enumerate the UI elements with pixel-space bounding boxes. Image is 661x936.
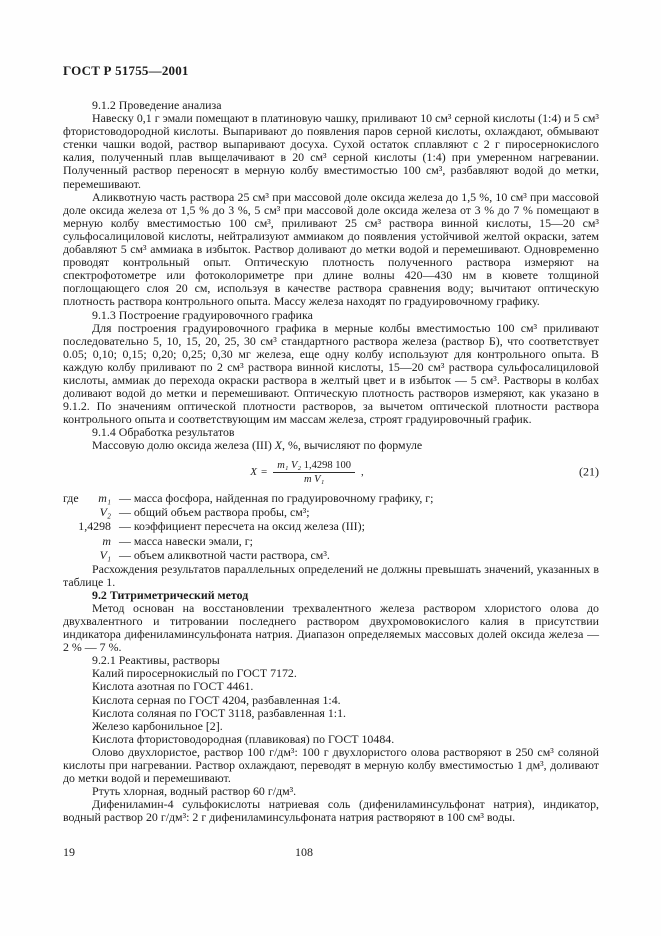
section-title-912: 9.1.2 Проведение анализа	[92, 98, 222, 112]
standard-number: ГОСТ Р 51755—2001	[63, 63, 189, 78]
where-prefix: где	[63, 490, 79, 505]
section-title-92: 9.2 Титриметрический метод	[92, 587, 249, 602]
formula-intro-tail: , %, вычисляют по формуле	[282, 438, 423, 453]
formula-intro-text: Массовую долю оксида железа (III)	[92, 438, 275, 453]
paragraph-method-basis: Метод основан на восстановлении трехвалентного железа раствором хлористого олова до двухвалентного и титровании последнего раствором двухромовокислого калия в присутствии индикатора дифениламинсульфоната натрия. Диапазон определяемых массовых долей оксида железа — 2 % — 7 %.	[63, 600, 599, 655]
formula-comma: ,	[361, 466, 364, 479]
definition-text: — коэффициент пересчета на оксид железа (III);	[119, 519, 365, 534]
fraction-numerator	[273, 460, 355, 473]
formula-block	[63, 460, 599, 485]
fraction	[273, 460, 355, 485]
footer-page-number-center: 108	[295, 845, 313, 859]
reagent-line: Кислота азотная по ГОСТ 4461.	[92, 679, 254, 694]
paragraph-diphenylamine: Дифениламин-4 сульфокислоты натриевая соль (дифениламинсульфонат натрия), индикатор, водный раствор 20 г/дм³: 2 г дифениламинсульфоната натрия растворяют в 100 см³ воды.	[63, 797, 599, 825]
paragraph-mercury-chloride: Ртуть хлорная, водный раствор 60 г/дм³.	[92, 784, 297, 799]
footer-page-number-left: 19	[63, 845, 75, 859]
formula-21	[250, 460, 364, 485]
formula-term: m	[102, 533, 111, 548]
reagent-line: Кислота фтористоводородная (плавиковая) по ГОСТ 10484.	[92, 731, 395, 746]
variable-x: X	[274, 438, 283, 453]
reagent-line: Железо карбонильное [2].	[92, 718, 223, 733]
reagent-line: Калий пиросернокислый по ГОСТ 7172.	[92, 666, 297, 681]
paragraph-discrepancy: Расхождения результатов параллельных определений не должны превышать значений, указанных в таблице 1.	[63, 561, 599, 589]
section-title-914: 9.1.4 Обработка результатов	[92, 425, 235, 440]
paragraph-calibration-graph: Для построения градуировочного графика в мерные колбы вместимостью 100 см³ приливают последовательно 5, 10, 15, 20, 25, 30 см³ стандартного раствора железа (раствор Б), что соответствует 0.05; 0,10; 0,15; 0,20; 0,25; 0,30 мг железа, еще одну колбу используют для контрольного опыта. В каждую колбу приливают по 2 см³ раствора винной кислоты, 15—20 см³ раствора сульфосалициловой кислоты, аммиак до перехода окраски раствора в желтый цвет и в избыток — 5 см³. Растворы в колбах доливают водой до метки и перемешивают. Оптическую плотность растворов измеряют, как указано в 9.1.2. По значениям оптической плотности растворов, за вычетом оптической плотности раствора контрольного опыта и соответствующим им массам железа, строят градуировочный график.	[63, 320, 599, 427]
definition-row	[63, 519, 599, 533]
equation-number: (21)	[579, 464, 599, 479]
paragraph-aliquot: Аликвотную часть раствора 25 см³ при массовой доле оксида железа до 1,5 %, 10 см³ при массовой доле оксида железа от 1,5 % до 3 %, 5 см³ при массовой доле оксида железа от 3 % до 7 % помещают в мерную колбу вместимостью 100 см³, приливают 25 см³ раствора винной кислоты, 15—20 см³ сульфосалициловой кислоты, нейтрализуют аммиаком до появления устойчивой желтой окраски, затем добавляют 5 см³ аммиака в избыток. Раствор доливают до метки водой и перемешивают. Одновременно проводят контрольный опыт. Оптическую плотность полученного раствора измеряют на спектрофотометре или фотоколориметре при длине волны 420—430 нм в кювете толщиной поглощающего слоя 20 см, используя в качестве раствора сравнения воду; вычитают оптическую плотность раствора контрольного опыта. Массу железа находят по градуировочному графику.	[63, 189, 599, 309]
definition-text: — объем аликвотной части раствора, см³.	[119, 548, 330, 563]
document-body	[63, 99, 599, 824]
symbol-definitions	[63, 491, 599, 563]
numerator-variables: m₁ V₂	[277, 459, 302, 471]
reagent-line: Кислота соляная по ГОСТ 3118, разбавленная 1:1.	[92, 705, 347, 720]
formula-term: V₂	[99, 504, 111, 519]
definition-row	[63, 534, 599, 548]
formula-term: 1,4298	[78, 519, 111, 534]
definition-text: — масса фосфора, найденная по градуировочному графику, г;	[119, 490, 434, 505]
formula-lhs: X	[250, 466, 257, 479]
formula-term: m₁	[98, 490, 111, 505]
numerator-constants: 1,4298 100	[303, 459, 351, 471]
section-title-913: 9.1.3 Построение градуировочного графика	[92, 307, 313, 322]
paragraph-tin-chloride: Олово двухлористое, раствор 100 г/дм³: 100 г двухлористого олова растворяют в 250 см³ соляной кислоты при нагревании. Раствор охлаждают, переводят в мерную колбу вместимостью 1 дм³, доливают до метки водой и перемешивают.	[63, 744, 599, 786]
definition-text: — масса навески эмали, г;	[119, 533, 253, 548]
definition-row	[63, 548, 599, 562]
section-title-921: 9.2.1 Реактивы, растворы	[92, 653, 220, 668]
definition-row	[63, 491, 599, 505]
fraction-denominator: m V₁	[303, 473, 325, 485]
paragraph-formula-intro	[63, 439, 599, 452]
page-footer	[63, 845, 599, 860]
reagent-line: Кислота серная по ГОСТ 4204, разбавленная 1:4.	[92, 692, 341, 707]
formula-term: V₁	[99, 548, 111, 563]
equals-sign: =	[260, 466, 268, 479]
definition-text: — общий объем раствора пробы, см³;	[119, 504, 310, 519]
paragraph-analysis-procedure: Навеску 0,1 г эмали помещают в платиновую чашку, приливают 10 см³ серной кислоты (1:4) и 5 см³ фтористоводородной кислоты. Выпаривают до появления паров серной кислоты, охлаждают, обмывают стенки чашки водой, раствор выпаривают досуха. Сухой остаток сплавляют с 2 г пиросернокислого калия, полученный плав выщелачивают в 20 см³ серной кислоты (1:4) при умеренном нагревании. Полученный раствор переносят в мерную колбу вместимостью 100 см³, разбавляют водой до метки, перемешивают.	[63, 111, 599, 191]
definition-row	[63, 505, 599, 519]
